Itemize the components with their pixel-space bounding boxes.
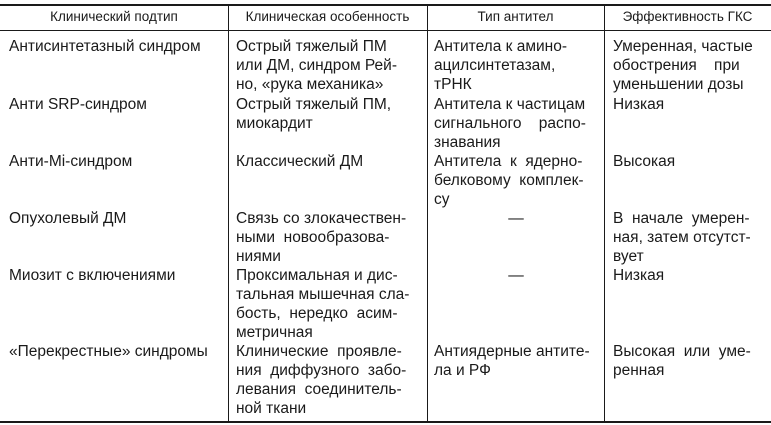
table-top-rule: [0, 4, 771, 6]
cell-antibodies: —: [508, 267, 524, 284]
cell-efficacy: В начале умерен- ная, затем отсутст- вует: [613, 210, 751, 265]
header-feature: Клиническая особенность: [245, 9, 410, 24]
cell-feature: Проксимальная и дис- тальная мышечная сла- бость, нередко асим- метричная: [236, 267, 410, 341]
cell-feature: Острый тяжелый ПМ или ДМ, синдром Рей- но, «рука механика»: [236, 38, 398, 93]
cell-subtype: Миозит с включениями: [9, 267, 176, 284]
header-subtype: Клинический подтип: [50, 9, 178, 24]
cell-antibodies: Антиядерные антите- ла и РФ: [434, 343, 590, 379]
cell-feature: Классический ДМ: [236, 153, 364, 170]
cell-efficacy: Умеренная, частые обострения при уменьшении дозы: [613, 38, 753, 93]
cell-antibodies: Антитела к ядерно- белковому комплек- су: [434, 153, 584, 208]
cell-efficacy: Низкая: [613, 267, 665, 284]
header-efficacy: Эффективность ГКС: [622, 9, 753, 24]
cell-antibodies: Антитела к амино- ацилсинтетазам, тРНК: [434, 38, 568, 93]
cell-efficacy: Низкая: [613, 96, 665, 113]
cell-subtype: Анти-Mi-синдром: [9, 153, 133, 170]
column-divider: [228, 4, 229, 423]
cell-feature: Острый тяжелый ПМ, миокардит: [236, 96, 392, 132]
cell-subtype: Опухолевый ДМ: [9, 210, 127, 227]
cell-feature: Связь со злокачествен- ными новообразова- ниями: [236, 210, 407, 265]
header-separator: [0, 30, 771, 31]
cell-antibodies: —: [508, 210, 524, 227]
cell-antibodies: Антитела к частицам сигнального распо- знавания: [434, 96, 586, 151]
cell-efficacy: Высокая или уме- ренная: [613, 343, 751, 379]
cell-subtype: Антисинтетазный синдром: [9, 38, 201, 55]
header-antibodies: Тип антител: [477, 9, 554, 24]
cell-subtype: «Перекрестные» синдромы: [9, 343, 208, 360]
cell-feature: Клинические проявле- ния диффузного забо- левания соединитель- ной ткани: [236, 343, 407, 417]
cell-subtype: Анти SRP-синдром: [9, 96, 147, 113]
column-divider: [604, 4, 605, 423]
table-bottom-rule: [0, 421, 771, 423]
cell-efficacy: Высокая: [613, 153, 676, 170]
